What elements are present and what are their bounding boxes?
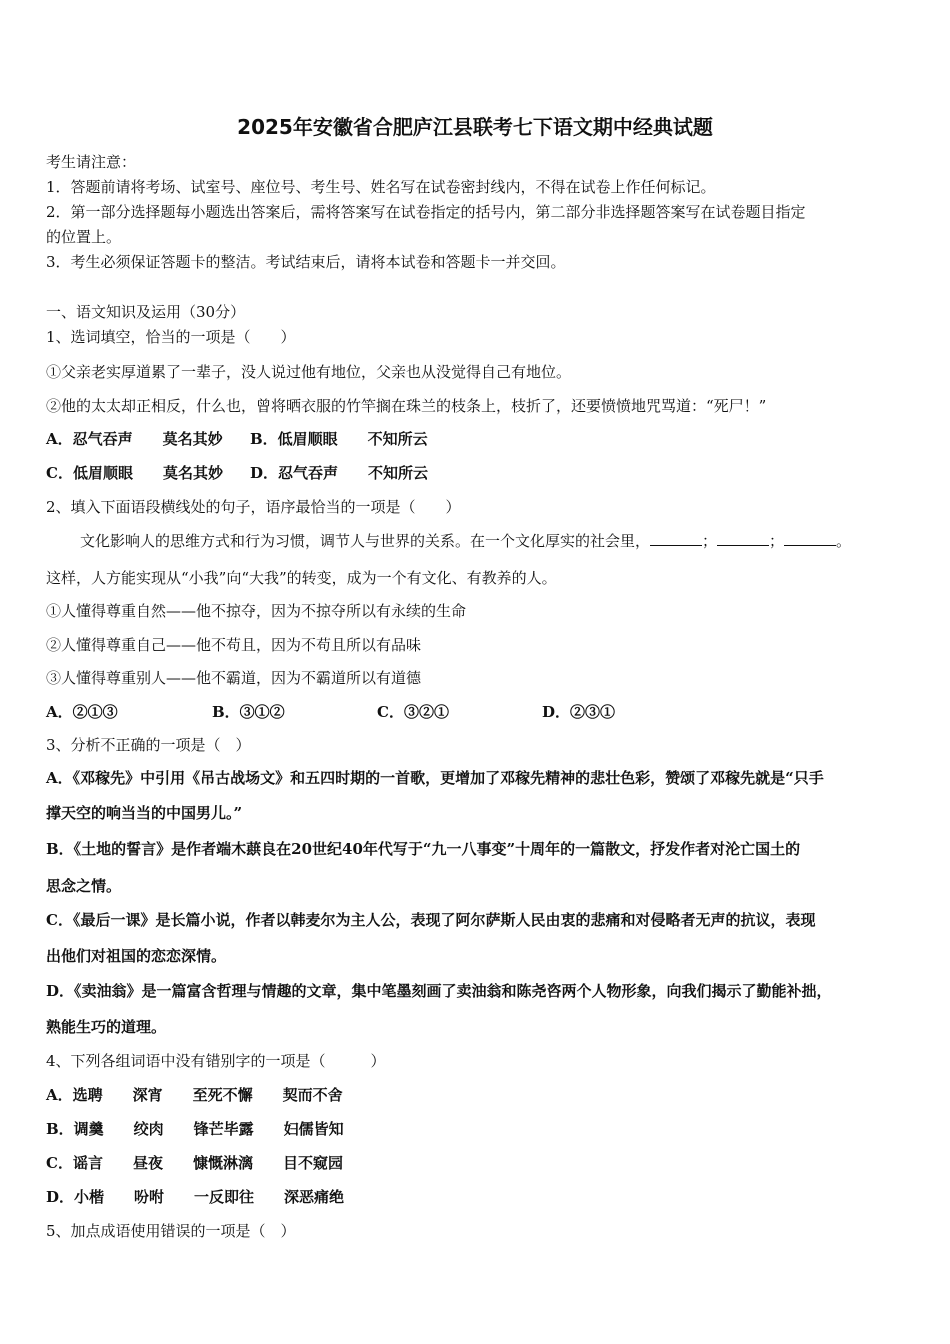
answer-blank-3 xyxy=(784,532,836,546)
question-4-option-a: A．选聘 深宵 至死不懈 契而不舍 xyxy=(46,1086,343,1104)
question-3-option-d-cont: 熟能生巧的道理。 xyxy=(46,1018,167,1036)
question-1-option-b: B．低眉顺眼 不知所云 xyxy=(250,430,428,448)
question-2-sentence-3: ③人懂得尊重别人——他不霸道，因为不霸道所以有道德 xyxy=(46,669,422,687)
question-2-option-b: B．③①② xyxy=(212,703,285,721)
question-3-option-c: C．《最后一课》是长篇小说，作者以韩麦尔为主人公，表现了阿尔萨斯人民由衷的悲痛和对侵略者无声的抗议，表现 xyxy=(46,911,816,929)
question-2-option-a: A．②①③ xyxy=(46,703,118,721)
question-4-option-c: C．谣言 昼夜 慷慨淋漓 目不窥园 xyxy=(46,1154,343,1172)
section-heading: 一、语文知识及运用（30分） xyxy=(46,303,246,321)
question-3-option-a-cont: 撑天空的响当当的中国男儿。” xyxy=(46,804,243,822)
blank-separator-1: ； xyxy=(702,532,718,550)
question-1-option-a: A．忍气吞声 莫名其妙 xyxy=(46,430,223,448)
question-1-option-c: C．低眉顺眼 莫名其妙 xyxy=(46,464,223,482)
question-1-stem: 1、选词填空，恰当的一项是（ ） xyxy=(46,328,296,346)
question-3-stem: 3、分析不正确的一项是（ ） xyxy=(46,736,251,754)
question-4-option-b: B．调羹 绞肉 锋芒毕露 妇儒皆知 xyxy=(46,1120,344,1138)
question-3-option-c-cont: 出他们对祖国的恋恋深情。 xyxy=(46,947,227,965)
question-1-sentence-1: ①父亲老实厚道累了一辈子，没人说过他有地位，父亲也从没觉得自己有地位。 xyxy=(46,363,572,381)
question-2-option-d: D．②③① xyxy=(542,703,616,721)
blank-separator-2: ； xyxy=(769,532,785,550)
question-2-paragraph xyxy=(80,531,851,551)
notice-item-3: 3．考生必须保证答题卡的整洁。考试结束后，请将本试卷和答题卡一并交回。 xyxy=(46,253,566,271)
question-3-option-b: B．《土地的誓言》是作者端木蕻良在20世纪40年代写于“九一八事变”十周年的一篇散文，抒发作者对沦亡国土的 xyxy=(46,840,801,858)
question-4-option-d: D．小楷 吩咐 一反即往 深恶痛绝 xyxy=(46,1188,345,1206)
question-1-option-d: D．忍气吞声 不知所云 xyxy=(250,464,429,482)
answer-blank-2 xyxy=(717,532,769,546)
exam-title: 2025年安徽省合肥庐江县联考七下语文期中经典试题 xyxy=(237,115,713,139)
question-2-sentence-1: ①人懂得尊重自然——他不掠夺，因为不掠夺所以有永续的生命 xyxy=(46,602,467,620)
question-2-paragraph-cont: 这样，人方能实现从“小我”向“大我”的转变，成为一个有文化、有教养的人。 xyxy=(46,569,557,587)
question-3-option-b-cont: 思念之情。 xyxy=(46,877,122,895)
notice-item-1: 1．答题前请将考场、试室号、座位号、考生号、姓名写在试卷密封线内，不得在试卷上作任何标记。 xyxy=(46,178,716,196)
answer-blank-1 xyxy=(650,532,702,546)
question-4-stem: 4、下列各组词语中没有错别字的一项是（ ） xyxy=(46,1052,386,1070)
question-3-option-a: A．《邓稼先》中引用《吊古战场文》和五四时期的一首歌，更增加了邓稼先精神的悲壮色彩，赞颂了邓稼先就是“只手 xyxy=(46,769,824,787)
paragraph-end-mark: 。 xyxy=(836,532,852,550)
question-5-stem: 5、加点成语使用错误的一项是（ ） xyxy=(46,1222,296,1240)
question-2-paragraph-text: 文化影响人的思维方式和行为习惯，调节人与世界的关系。在一个文化厚实的社会里， xyxy=(80,532,651,550)
notice-item-2-cont: 的位置上。 xyxy=(46,228,122,246)
question-2-sentence-2: ②人懂得尊重自己——他不苟且，因为不苟且所以有品味 xyxy=(46,636,422,654)
question-1-sentence-2: ②他的太太却正相反，什么也，曾将晒衣服的竹竿搁在珠兰的枝条上，枝折了，还要愤愤地咒骂道：“死尸！” xyxy=(46,397,767,415)
question-3-option-d: D．《卖油翁》是一篇富含哲理与情趣的文章，集中笔墨刻画了卖油翁和陈尧咨两个人物形象，向我们揭示了勤能补拙， xyxy=(46,982,832,1000)
question-2-stem: 2、填入下面语段横线处的句子，语序最恰当的一项是（ ） xyxy=(46,498,461,516)
question-2-option-c: C．③②① xyxy=(377,703,449,721)
notice-item-2: 2．第一部分选择题每小题选出答案后，需将答案写在试卷指定的括号内，第二部分非选择题答案写在试卷题目指定 xyxy=(46,203,806,221)
notice-heading: 考生请注意： xyxy=(46,153,137,171)
